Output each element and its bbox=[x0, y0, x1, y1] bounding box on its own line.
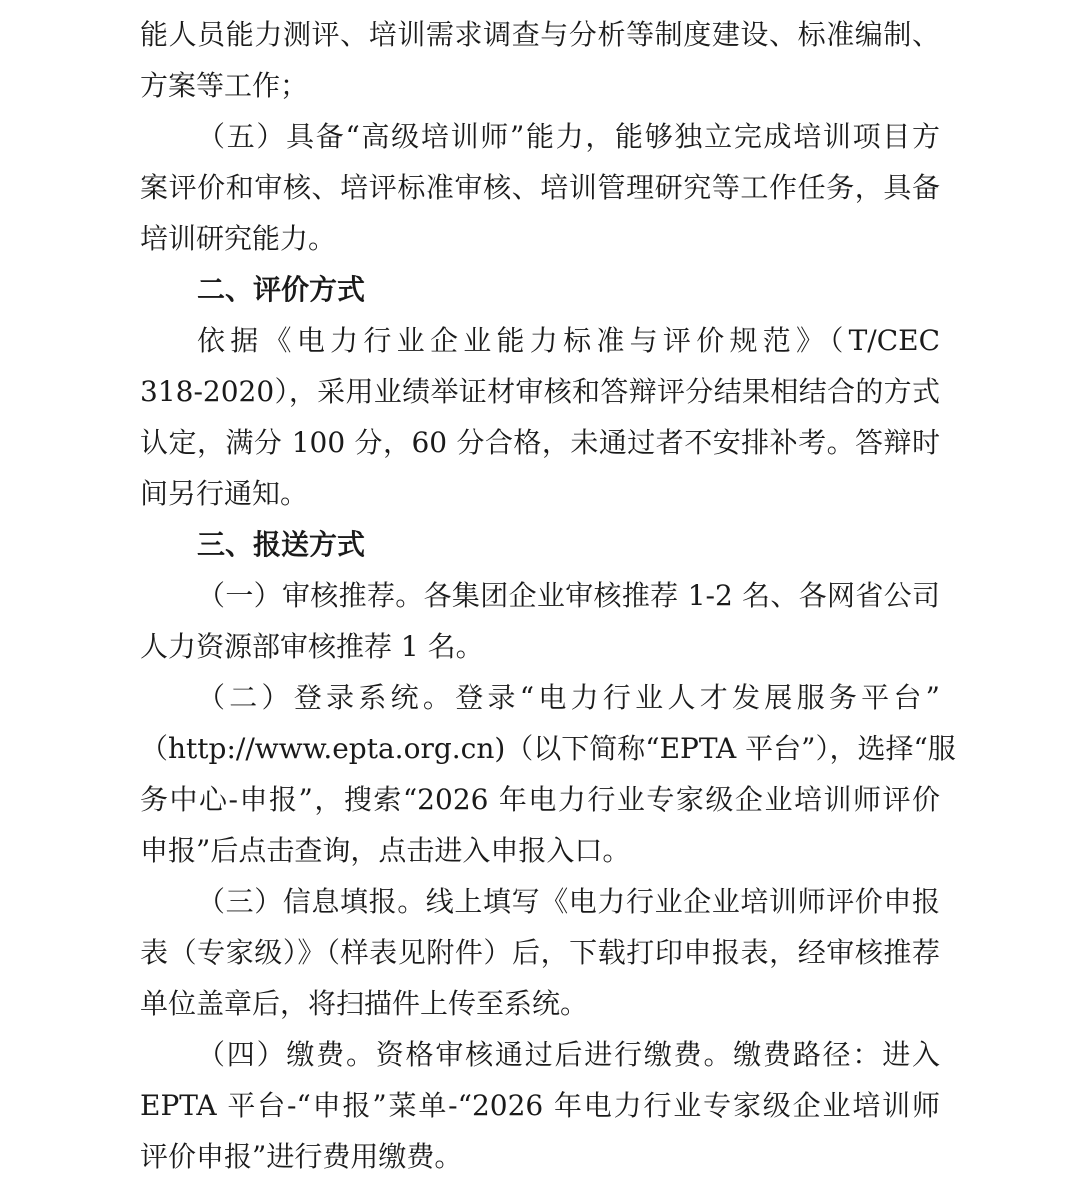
paragraph-line: （一）审核推荐。各集团企业审核推荐 1-2 名、各网省公司 bbox=[197, 579, 940, 612]
section-heading: 三、报送方式 bbox=[197, 528, 366, 561]
document-page bbox=[140, 9, 956, 1182]
section-heading: 二、评价方式 bbox=[197, 273, 366, 306]
paragraph-line: 单位盖章后，将扫描件上传至系统。 bbox=[140, 987, 589, 1020]
paragraph-line: 表（专家级）》（样表见附件）后，下载打印申报表，经审核推荐 bbox=[140, 936, 940, 969]
paragraph-line: 务中心-申报”，搜索“2026 年电力行业专家级企业培训师评价 bbox=[140, 783, 940, 816]
paragraph-line: （二）登录系统。登录“电力行业人才发展服务平台” bbox=[197, 681, 940, 714]
paragraph-line: （四）缴费。资格审核通过后进行缴费。缴费路径：进入 bbox=[197, 1038, 940, 1071]
paragraph-line: 依据《电力行业企业能力标准与评价规范》（T/CEC bbox=[197, 324, 940, 357]
paragraph-line: （三）信息填报。线上填写《电力行业企业培训师评价申报 bbox=[197, 885, 940, 918]
paragraph-line: 间另行通知。 bbox=[140, 477, 309, 510]
paragraph-line: （http://www.epta.org.cn)（以下简称“EPTA 平台”），选择“服 bbox=[140, 732, 956, 765]
paragraph-line: 认定，满分 100 分，60 分合格，未通过者不安排补考。答辩时 bbox=[140, 426, 940, 459]
paragraph-line: EPTA 平台-“申报”菜单-“2026 年电力行业专家级企业培训师 bbox=[140, 1089, 940, 1122]
paragraph-line: 方案等工作； bbox=[140, 69, 309, 102]
paragraph-line: 案评价和审核、培评标准审核、培训管理研究等工作任务，具备 bbox=[140, 171, 940, 204]
paragraph-line: 能人员能力测评、培训需求调查与分析等制度建设、标准编制、 bbox=[140, 18, 940, 51]
paragraph-line: 318-2020），采用业绩举证材审核和答辩评分结果相结合的方式 bbox=[140, 375, 940, 408]
paragraph-line: 培训研究能力。 bbox=[140, 222, 337, 255]
paragraph-line: 人力资源部审核推荐 1 名。 bbox=[140, 630, 484, 663]
paragraph-line: 申报”后点击查询，点击进入申报入口。 bbox=[140, 834, 631, 867]
paragraph-line: 评价申报”进行费用缴费。 bbox=[140, 1140, 463, 1173]
paragraph-line: （五）具备“高级培训师”能力，能够独立完成培训项目方 bbox=[197, 120, 940, 153]
